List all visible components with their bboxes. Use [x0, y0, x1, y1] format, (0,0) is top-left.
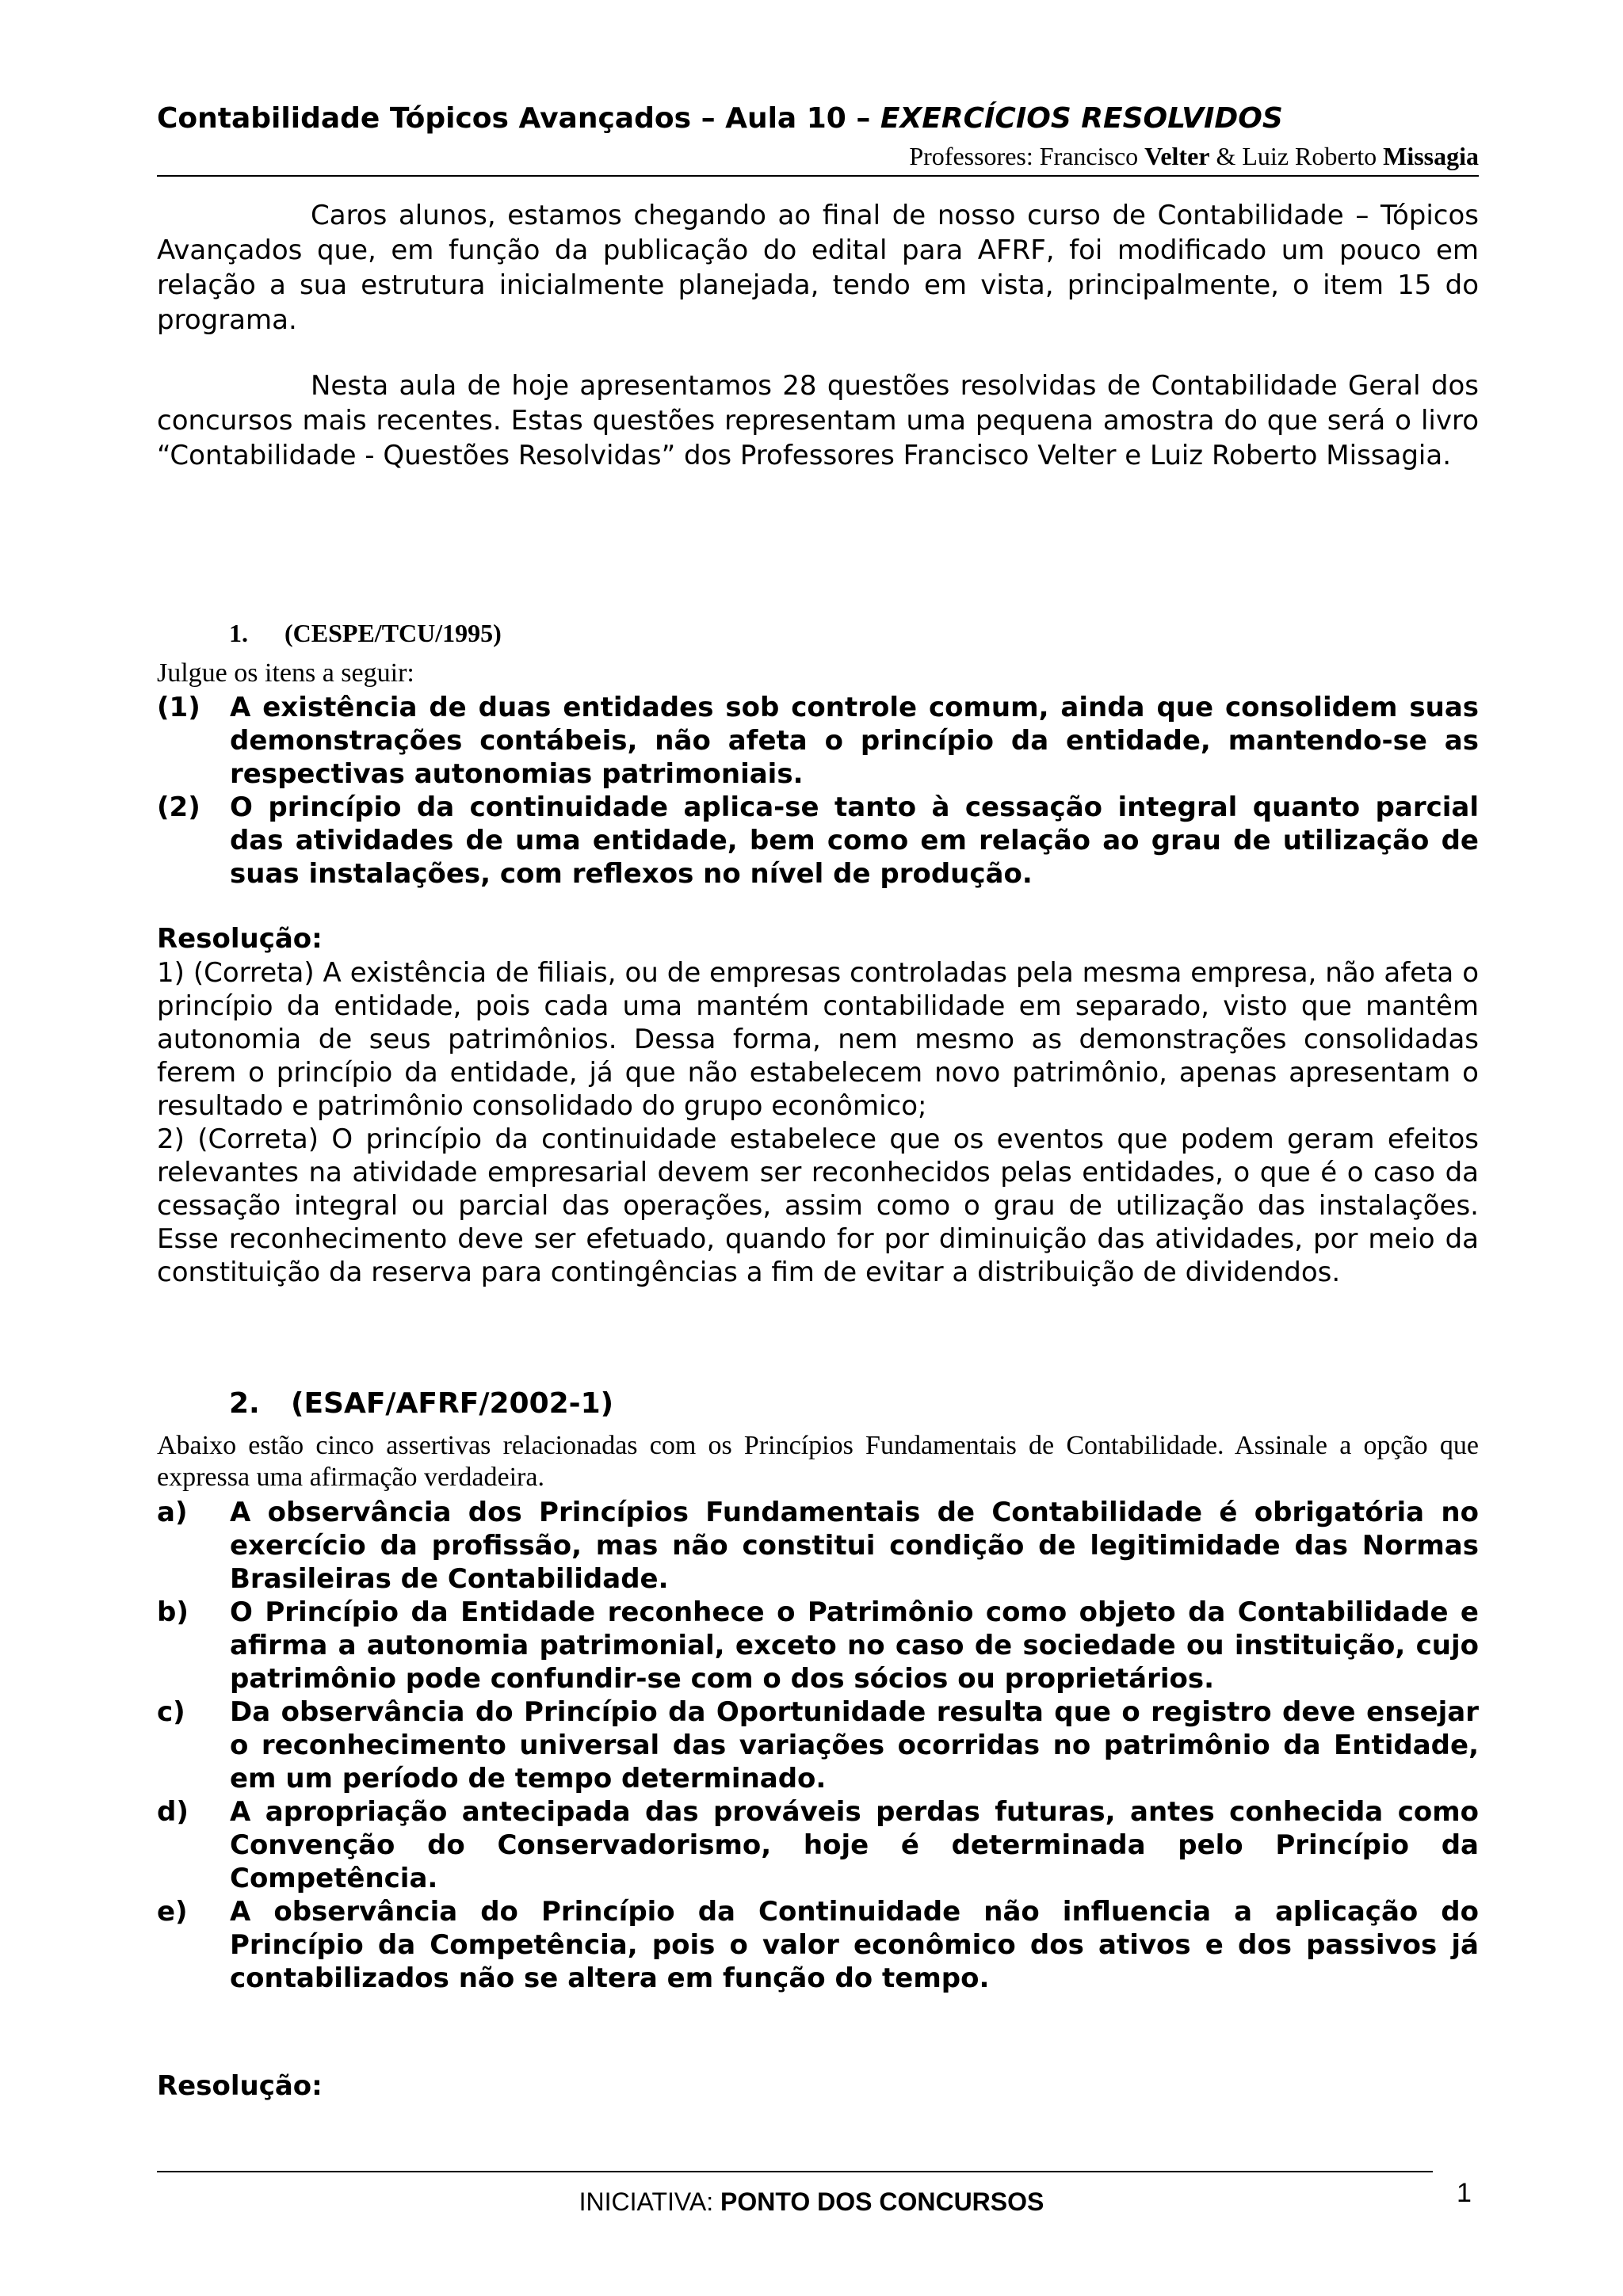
question-1-number: 1. [229, 619, 248, 647]
intro-paragraph-2 [157, 368, 1479, 473]
option-text: A observância dos Princípios Fundamentais de Contabilidade é obrigatória no exercício da profissão, mas não constitui condição de legitimidade das Normas Brasileiras de Contabilidade. [230, 1497, 1479, 1595]
question-1-resolution-heading: Resolução: [157, 923, 323, 955]
option-text: A apropriação antecipada das prováveis perdas futuras, antes conhecida como Convenção do Conservadorismo, hoje é determinada pelo Princípio da Competência. [230, 1796, 1479, 1894]
question-1-resolution-1: 1) (Correta) A existência de filiais, ou de empresas controladas pela mesma empresa, não afeta o princípio da entidade, pois cada uma mantém contabilidade em separado, visto que mantêm autonomia de seus patrimônios. Dessa forma, nem mesmo as demonstrações consolidadas ferem o princípio da entidade, já que não estabelecem novo patrimônio, apenas apresentam o resultado e patrimônio consolidado do grupo econômico; [157, 957, 1479, 1122]
question-1-item-1 [157, 691, 1479, 791]
header-divider [157, 175, 1479, 177]
item-text: A existência de duas entidades sob controle comum, ainda que consolidem suas demonstrações contábeis, não afeta o princípio da entidade, mantendo-se as respectivas autonomias patrimoniais. [230, 692, 1479, 790]
question-2-resolution-heading: Resolução: [157, 2070, 323, 2102]
page-number: 1 [1457, 2178, 1472, 2208]
professors-prefix: Professores: Francisco [909, 142, 1145, 170]
question-2-option-b [157, 1596, 1479, 1695]
header-title-italic: EXERCÍCIOS RESOLVIDOS [880, 102, 1283, 135]
page-footer [0, 2187, 1623, 2217]
question-1-heading [229, 618, 502, 648]
question-1-items [157, 691, 1479, 891]
professor-missagia: Missagia [1383, 142, 1479, 170]
intro-paragraph-2-text: Nesta aula de hoje apresentamos 28 questões resolvidas de Contabilidade Geral dos concursos mais recentes. Estas questões representam uma pequena amostra do que será o livro “Contabilidade - Questões Resolvidas” dos Professores Francisco Velter e Luiz Roberto Missagia. [157, 370, 1479, 471]
question-2-source: (ESAF/AFRF/2002-1) [291, 1387, 614, 1420]
footer-brand: PONTO DOS CONCURSOS [720, 2187, 1044, 2216]
option-label: c) [157, 1696, 185, 1728]
intro-paragraph-1 [157, 198, 1479, 338]
option-label: d) [157, 1796, 189, 1828]
page-header-title [157, 101, 1488, 136]
footer-prefix: INICIATIVA: [579, 2187, 721, 2216]
item-text: O princípio da continuidade aplica-se tanto à cessação integral quanto parcial das atividades de uma entidade, bem como em relação ao grau de utilização de suas instalações, com reflexos no nível de produção. [230, 791, 1479, 890]
option-label: e) [157, 1896, 188, 1928]
question-1-source: (CESPE/TCU/1995) [285, 619, 502, 647]
professors-mid: & Luiz Roberto [1209, 142, 1384, 170]
header-title-main: Contabilidade Tópicos Avançados – Aula 10 – [157, 102, 880, 135]
intro-paragraph-1-text: Caros alunos, estamos chegando ao final de nosso curso de Contabilidade – Tópicos Avançados que, em função da publicação do edital para AFRF, foi modificado um pouco em relação a sua estrutura inicialmente planejada, tendo em vista, principalmente, o item 15 do programa. [157, 200, 1479, 336]
footer-divider [157, 2171, 1433, 2172]
option-text: O Princípio da Entidade reconhece o Patrimônio como objeto da Contabilidade e afirma a autonomia patrimonial, exceto no caso de sociedade ou instituição, cujo patrimônio pode confundir-se com o dos sócios ou proprietários. [230, 1596, 1479, 1695]
question-2-option-e [157, 1895, 1479, 1995]
question-2-option-c [157, 1695, 1479, 1795]
question-2-options [157, 1496, 1479, 1995]
item-label: (1) [157, 692, 200, 723]
item-label: (2) [157, 791, 200, 823]
option-text: A observância do Princípio da Continuidade não influencia a aplicação do Princípio da Competência, pois o valor econômico dos ativos e dos passivos já contabilizados não se altera em função do tempo. [230, 1896, 1479, 1994]
question-2-option-a [157, 1496, 1479, 1596]
option-label: a) [157, 1497, 188, 1528]
page-header-professors [909, 141, 1479, 171]
question-1-resolution-2: 2) (Correta) O princípio da continuidade estabelece que os eventos que podem geram efeitos relevantes na atividade empresarial devem ser reconhecidos pelas entidades, o que é o caso da cessação integral ou parcial das operações, assim como o grau de utilização das instalações. Esse reconhecimento deve ser efetuado, quando for por diminuição das atividades, por meio da constituição da reserva para contingências a fim de evitar a distribuição de dividendos. [157, 1123, 1479, 1288]
question-2-number: 2. [229, 1387, 260, 1420]
question-2-prompt: Abaixo estão cinco assertivas relacionadas com os Princípios Fundamentais de Contabilidade. Assinale a opção que expressa uma afirmação verdadeira. [157, 1431, 1479, 1492]
option-text: Da observância do Princípio da Oportunidade resulta que o registro deve ensejar o reconhecimento universal das variações ocorridas no patrimônio da Entidade, em um período de tempo determinado. [230, 1696, 1479, 1794]
question-2-option-d [157, 1795, 1479, 1895]
professor-velter: Velter [1144, 142, 1210, 170]
option-label: b) [157, 1596, 189, 1628]
question-1-prompt: Julgue os itens a seguir: [157, 658, 414, 688]
question-2-heading [229, 1386, 613, 1421]
question-1-item-2 [157, 791, 1479, 891]
